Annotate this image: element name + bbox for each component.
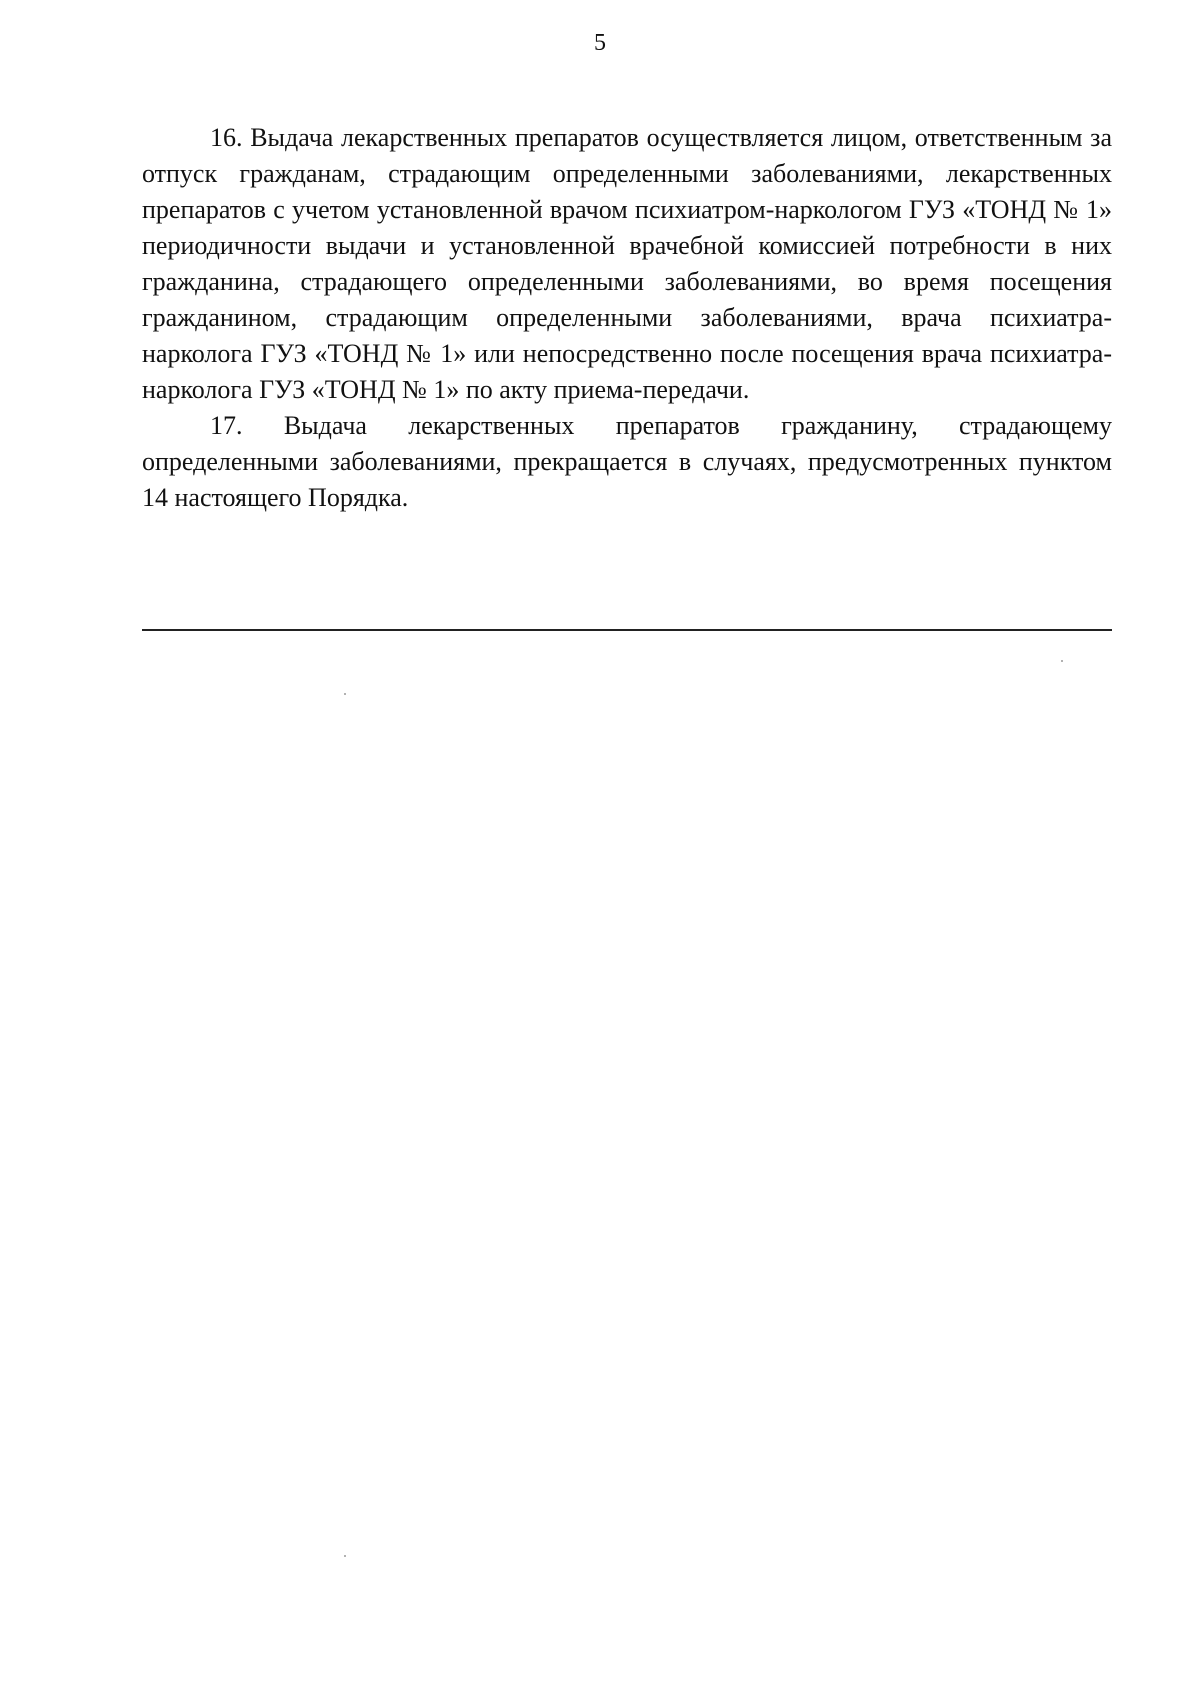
- scan-speck: [344, 1555, 346, 1557]
- page-number: 5: [594, 30, 606, 56]
- document-body: [142, 120, 1112, 516]
- closing-divider: [142, 629, 1112, 631]
- paragraph-16: 16. Выдача лекарственных препаратов осуществляется лицом, ответственным за отпуск гражданам, страдающим определенными заболеваниями, лекарственных препаратов с учетом установленной врачом психиатром-наркологом ГУЗ «ТОНД № 1» периодичности выдачи и установленной врачебной комиссией потребности в них гражданина, страдающего определенными заболеваниями, во время посещения гражданином, страдающим определенными заболеваниями, врача психиатра-нарколога ГУЗ «ТОНД № 1» или непосредственно после посещения врача психиатра-нарколога ГУЗ «ТОНД № 1» по акту приема-передачи.: [142, 123, 1112, 404]
- paragraph-17: 17. Выдача лекарственных препаратов гражданину, страдающему определенными заболеваниями, прекращается в случаях, предусмотренных пунктом 14 настоящего Порядка.: [142, 411, 1112, 512]
- scan-speck: [344, 693, 346, 695]
- scan-speck: [1061, 660, 1063, 662]
